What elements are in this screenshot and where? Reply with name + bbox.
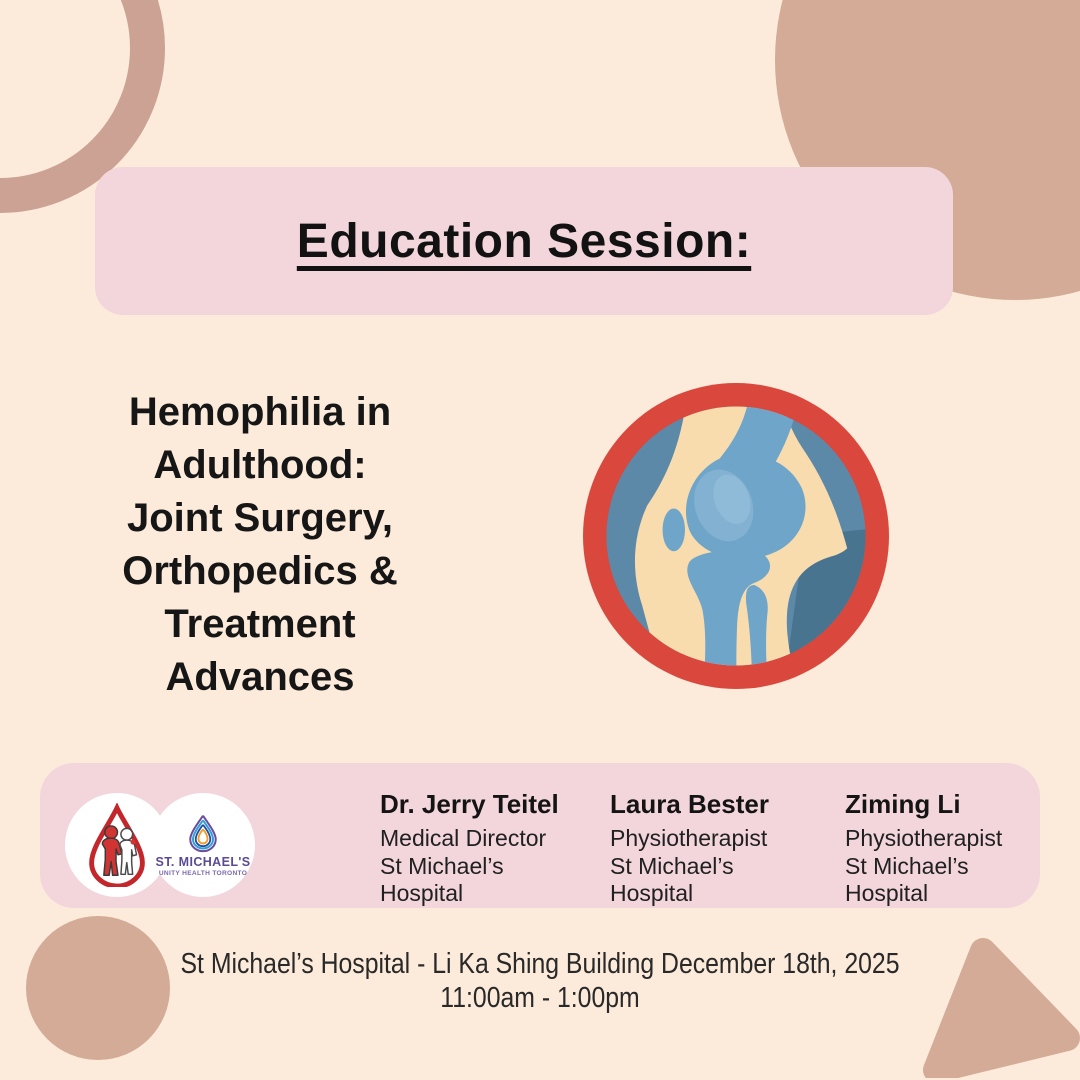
speaker-name: Dr. Jerry Teitel [380,789,559,819]
speaker-card [380,789,559,908]
speakers-bar [40,763,1040,908]
speaker-name: Ziming Li [845,789,961,819]
st-michaels-logo [151,793,255,897]
speaker-org: St Michael’s [845,852,969,879]
speaker-org: St Michael’s [610,852,734,879]
speaker-org: St Michael’s [380,852,504,879]
location-date-line: St Michael’s Hospital - Li Ka Shing Building December 18th, 2025 [180,948,900,980]
speaker-org: Hospital [610,880,694,906]
unity-health-toronto-wordmark: UNITY HEALTH TORONTO [158,870,248,877]
speaker-role: Physiotherapist [610,825,768,851]
title-line: Treatment [164,602,356,646]
speaker-org: Hospital [380,880,464,906]
title-line: Advances [165,655,355,699]
speaker-name: Laura Bester [610,789,769,819]
title-line: Adulthood: [153,443,367,487]
title-line: Joint Surgery, [127,496,393,540]
unity-health-drop-icon [183,813,223,853]
page-title: Education Session: [296,214,752,268]
speaker-card [845,789,1002,908]
blood-drop-people-icon [81,803,153,887]
event-location-datetime [70,948,1010,1015]
speaker-role: Physiotherapist [845,825,1003,851]
st-michaels-wordmark: ST. MICHAEL'S [155,855,251,869]
session-topic-title [75,386,445,704]
speaker-role: Medical Director [380,825,547,851]
knee-joint-illustration [583,383,889,689]
time-line: 11:00am - 1:00pm [440,981,640,1014]
title-line: Orthopedics & [122,549,398,593]
speaker-org: Hospital [845,880,929,906]
speaker-card [610,789,769,908]
header-banner [95,167,953,315]
title-line: Hemophilia in [128,390,392,434]
